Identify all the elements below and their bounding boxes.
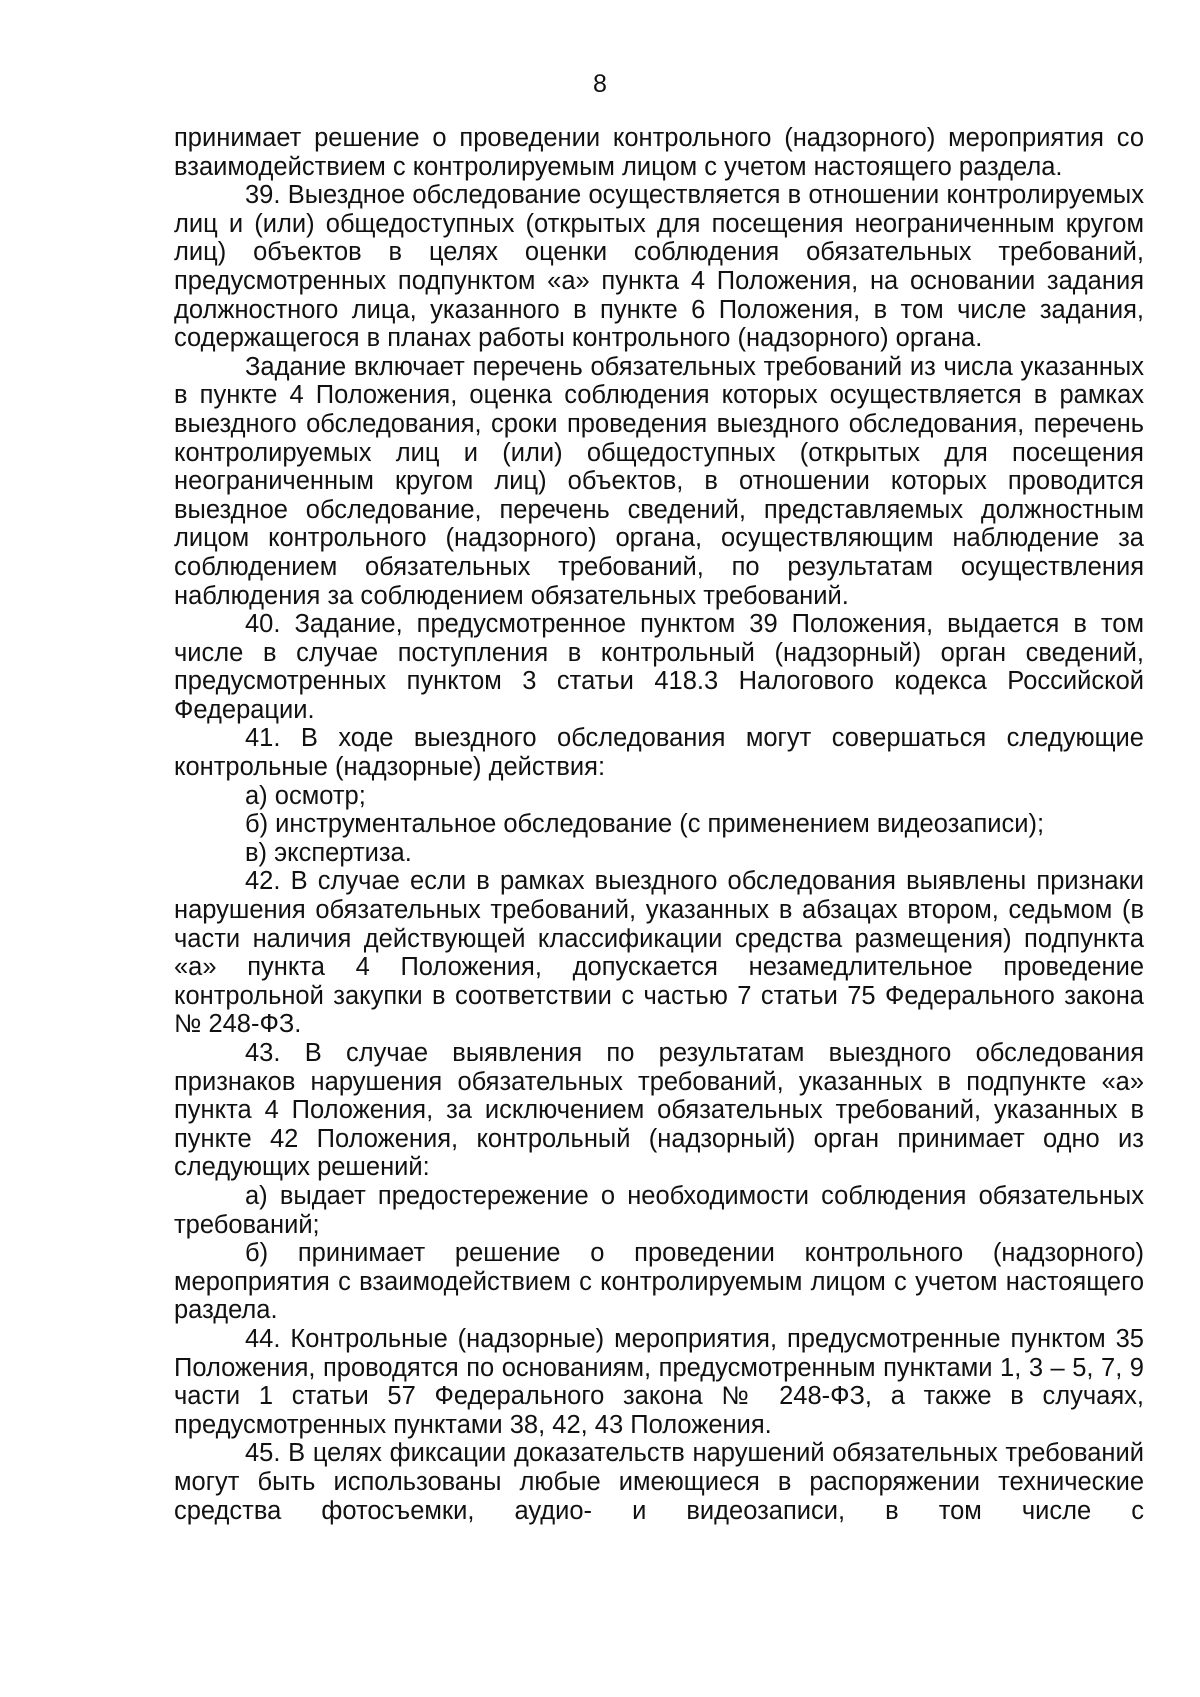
paragraph: 44. Контрольные (надзорные) мероприятия, предусмотренные пунктом 35 Положения, проводятся по основаниям, предусмотренным пунктами 1, 3 – 5, 7, 9 части 1 статьи 57 Федерального закона № 248-ФЗ, а также в случаях, предусмотренных пунктами 38, 42, 43 Положения. [174,1324,1144,1439]
paragraph: 39. Выездное обследование осуществляется в отношении контролируемых лиц и (или) общедоступных (открытых для посещения неограниченным кругом лиц) объектов в целях оценки соблюдения обязательных требований, предусмотренных подпунктом «а» пункта 4 Положения, на основании задания должностного лица, указанного в пункте 6 Положения, в том числе задания, содержащегося в планах работы контрольного (надзорного) органа. [174,181,1144,353]
paragraph: 42. В случае если в рамках выездного обследования выявлены признаки нарушения обязательных требований, указанных в абзацах втором, седьмом (в части наличия действующей классификации средства размещения) подпункта «а» пункта 4 Положения, допускается незамедлительное проведение контрольной закупки в соответствии с частью 7 статьи 75 Федерального закона № 248-ФЗ. [174,867,1144,1039]
document-body [174,124,1144,1525]
paragraph: б) инструментальное обследование (с применением видеозаписи); [245,810,1045,839]
paragraph: принимает решение о проведении контрольного (надзорного) мероприятия со взаимодействием с контролируемым лицом с учетом настоящего раздела. [174,124,1144,181]
paragraph: б) принимает решение о проведении контрольного (надзорного) мероприятия с взаимодействием с контролируемым лицом с учетом настоящего раздела. [174,1239,1144,1325]
paragraph: а) осмотр; [245,781,366,810]
paragraph: а) выдает предостережение о необходимости соблюдения обязательных требований; [174,1181,1144,1239]
paragraph: 45. В целях фиксации доказательств нарушений обязательных требований могут быть использованы любые имеющиеся в распоряжении технические средства фотосъемки, аудио- и видеозаписи, в том числе с [174,1439,1144,1525]
paragraph: 43. В случае выявления по результатам выездного обследования признаков нарушения обязательных требований, указанных в подпункте «а» пункта 4 Положения, за исключением обязательных требований, указанных в пункте 42 Положения, контрольный (надзорный) орган принимает одно из следующих решений: [174,1039,1144,1182]
paragraph: в) экспертиза. [245,838,412,867]
paragraph: 41. В ходе выездного обследования могут совершаться следующие контрольные (надзорные) действия: [174,724,1144,782]
page-number: 8 [593,70,607,98]
paragraph: Задание включает перечень обязательных требований из числа указанных в пункте 4 Положения, оценка соблюдения которых осуществляется в рамках выездного обследования, сроки проведения выездного обследования, перечень контролируемых лиц и (или) общедоступных (открытых для посещения неограниченным кругом лиц) объектов, в отношении которых проводится выездное обследование, перечень сведений, представляемых должностным лицом контрольного (надзорного) органа, осуществляющим наблюдение за соблюдением обязательных требований, по результатам осуществления наблюдения за соблюдением обязательных требований. [174,352,1144,610]
paragraph: 40. Задание, предусмотренное пунктом 39 Положения, выдается в том числе в случае поступления в контрольный (надзорный) орган сведений, предусмотренных пунктом 3 статьи 418.3 Налогового кодекса Российской Федерации. [174,610,1144,724]
